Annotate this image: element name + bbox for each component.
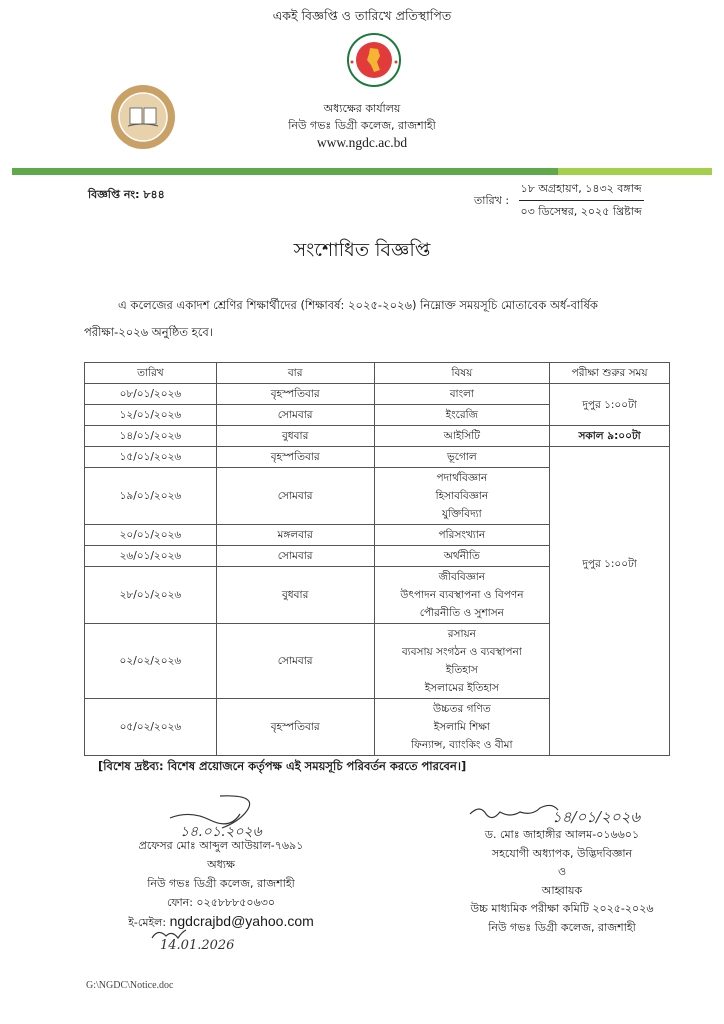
exam-date-cell: ১৪/০১/২০২৬	[85, 426, 217, 447]
header-divider	[12, 168, 712, 175]
exam-date-cell: ১৫/০১/২০২৬	[85, 447, 217, 468]
table-row	[85, 426, 670, 447]
convener-conjunction: ও	[557, 865, 567, 878]
exam-subject-cell	[374, 546, 550, 567]
date-block	[474, 180, 644, 222]
exam-day-cell: বৃহস্পতিবার	[216, 384, 374, 405]
exam-date-cell: ১২/০১/২০২৬	[85, 405, 217, 426]
date-label: তারিখ :	[474, 193, 510, 207]
table-row	[85, 384, 670, 405]
subject-name: ইতিহাস	[445, 664, 478, 676]
principal-email-link[interactable]: ngdcrajbd@yahoo.com	[169, 913, 314, 929]
exam-subject-cell	[374, 567, 550, 624]
table-row	[85, 447, 670, 468]
principal-signature-block	[96, 790, 346, 932]
subject-name: ব্যবসায় সংগঠন ও ব্যবস্থাপনা	[401, 646, 522, 658]
exam-schedule-table	[84, 362, 670, 756]
table-header-row	[85, 363, 670, 384]
convener-institution: নিউ গভঃ ডিগ্রী কলেজ, রাজশাহী	[488, 920, 636, 934]
convener-committee: উচ্চ মাধ্যমিক পরীক্ষা কমিটি ২০২৫-২০২৬	[470, 902, 654, 915]
subject-name: ইসলামের ইতিহাস	[424, 682, 499, 694]
exam-date-cell: ২৬/০১/২০২৬	[85, 546, 217, 567]
subject-name: আইসিটি	[443, 430, 481, 442]
subject-name: রসায়ন	[447, 628, 476, 640]
subject-name: যুক্তিবিদ্যা	[441, 508, 482, 520]
office-title: অধ্যক্ষের কার্যালয়	[323, 102, 401, 115]
header-day: বার	[216, 363, 374, 384]
bangladesh-government-seal-icon	[346, 32, 402, 88]
convener-designation: সহযোগী অধ্যাপক, উদ্ভিদবিজ্ঞান	[491, 846, 633, 860]
convener-name: ড. মোঃ জাহাঙ্গীর আলম-০১৬৬০১	[484, 828, 640, 841]
exam-start-time-cell: দুপুর ১:০০টা	[550, 384, 670, 426]
replaced-notice-caption: একই বিজ্ঞপ্তি ও তারিখে প্রতিস্থাপিত	[272, 8, 452, 23]
exam-subject-cell	[374, 384, 550, 405]
exam-subject-cell	[374, 447, 550, 468]
exam-date-cell: ২০/০১/২০২৬	[85, 525, 217, 546]
exam-subject-cell	[374, 426, 550, 447]
subject-name: উচ্চতর গণিত	[432, 703, 491, 715]
exam-subject-cell	[374, 468, 550, 525]
principal-phone: ফোন: ০২৫৮৮৮৫০৬৩০	[166, 896, 276, 909]
exam-day-cell: সোমবার	[216, 546, 374, 567]
exam-subject-cell	[374, 624, 550, 699]
college-name: নিউ গভঃ ডিগ্রী কলেজ, রাজশাহী	[288, 119, 436, 132]
exam-day-cell: মঙ্গলবার	[216, 525, 374, 546]
exam-start-time-cell: দুপুর ১:০০টা	[550, 447, 670, 756]
header-subject: বিষয়	[374, 363, 550, 384]
exam-subject-cell	[374, 699, 550, 756]
memo-number: বিজ্ঞপ্তি নং: ৮৪৪	[88, 188, 165, 201]
special-note: [বিশেষ দ্রষ্টব্য: বিশেষ প্রয়োজনে কর্তৃপক্ষ এই সময়সূচি পরিবর্তন করতে পারবেন।]	[98, 759, 467, 773]
exam-day-cell: বৃহস্পতিবার	[216, 699, 374, 756]
file-path-footer: G:\NGDC\Notice.doc	[86, 980, 174, 991]
exam-date-cell: ২৮/০১/২০২৬	[85, 567, 217, 624]
principal-institution: নিউ গভঃ ডিগ্রী কলেজ, রাজশাহী	[147, 877, 295, 890]
convener-signature-block	[412, 812, 712, 937]
subject-name: হিসাববিজ্ঞান	[435, 490, 489, 502]
subject-name: পরিসংখ্যান	[438, 529, 486, 541]
convener-role: আহ্বায়ক	[541, 883, 583, 897]
exam-date-cell: ১৯/০১/২০২৬	[85, 468, 217, 525]
exam-subject-cell	[374, 405, 550, 426]
exam-day-cell: বৃহস্পতিবার	[216, 447, 374, 468]
exam-date-cell: ০২/০২/২০২৬	[85, 624, 217, 699]
exam-subject-cell	[374, 525, 550, 546]
principal-email-label: ই-মেইল:	[128, 916, 167, 929]
exam-day-cell: বুধবার	[216, 426, 374, 447]
subject-name: অর্থনীতি	[443, 550, 480, 562]
principal-name: প্রফেসর মোঃ আব্দুল আউয়াল-৭৬৯১	[138, 839, 304, 852]
subject-name: ইসলামি শিক্ষা	[433, 721, 490, 733]
subject-name: পদার্থবিজ্ঞান	[436, 472, 488, 484]
exam-day-cell: সোমবার	[216, 405, 374, 426]
date-bangla: ১৮ অগ্রহায়ণ, ১৪৩২ বঙ্গাব্দ	[519, 180, 644, 201]
exam-date-cell: ০৫/০২/২০২৬	[85, 699, 217, 756]
initial-handwritten-date: 14.01.2026	[160, 938, 235, 953]
website-link[interactable]: www.ngdc.ac.bd	[316, 135, 408, 150]
exam-day-cell: সোমবার	[216, 468, 374, 525]
office-header	[0, 100, 724, 151]
subject-name: পৌরনীতি ও সুশাসন	[419, 607, 504, 619]
convener-handwritten-date: ১৪/০১/২০২৬	[552, 808, 641, 826]
exam-day-cell: বুধবার	[216, 567, 374, 624]
header-start-time: পরীক্ষা শুরুর সময়	[550, 363, 670, 384]
subject-name: উৎপাদন ব্যবস্থাপনা ও বিপণন	[400, 589, 524, 601]
subject-name: ভূগোল	[446, 451, 477, 463]
page-title: সংশোধিত বিজ্ঞপ্তি	[293, 239, 431, 261]
header-date: তারিখ	[85, 363, 217, 384]
principal-handwritten-date: ১৪.০১.২০২৬	[180, 824, 262, 840]
subject-name: ইংরেজি	[445, 409, 479, 421]
subject-name: জীববিজ্ঞান	[438, 571, 486, 583]
intro-paragraph: এ কলেজের একাদশ শ্রেণির শিক্ষার্থীদের (শিক্ষাবর্ষ: ২০২৫-২০২৬) নিম্নোক্ত সময়সূচি মোতাবেক অর্ধ-বার্ষিক পরীক্ষা-২০২৬ অনুষ্ঠিত হবে।	[84, 298, 598, 339]
subject-name: ফিন্যান্স, ব্যাংকিং ও বীমা	[411, 739, 513, 751]
date-gregorian: ০৩ ডিসেম্বর, ২০২৫ খ্রিষ্টাব্দ	[520, 205, 642, 218]
exam-day-cell: সোমবার	[216, 624, 374, 699]
exam-start-time-cell: সকাল ৯:০০টা	[550, 426, 670, 447]
exam-date-cell: ০৮/০১/২০২৬	[85, 384, 217, 405]
principal-designation: অধ্যক্ষ	[207, 858, 235, 871]
subject-name: বাংলা	[449, 388, 474, 400]
